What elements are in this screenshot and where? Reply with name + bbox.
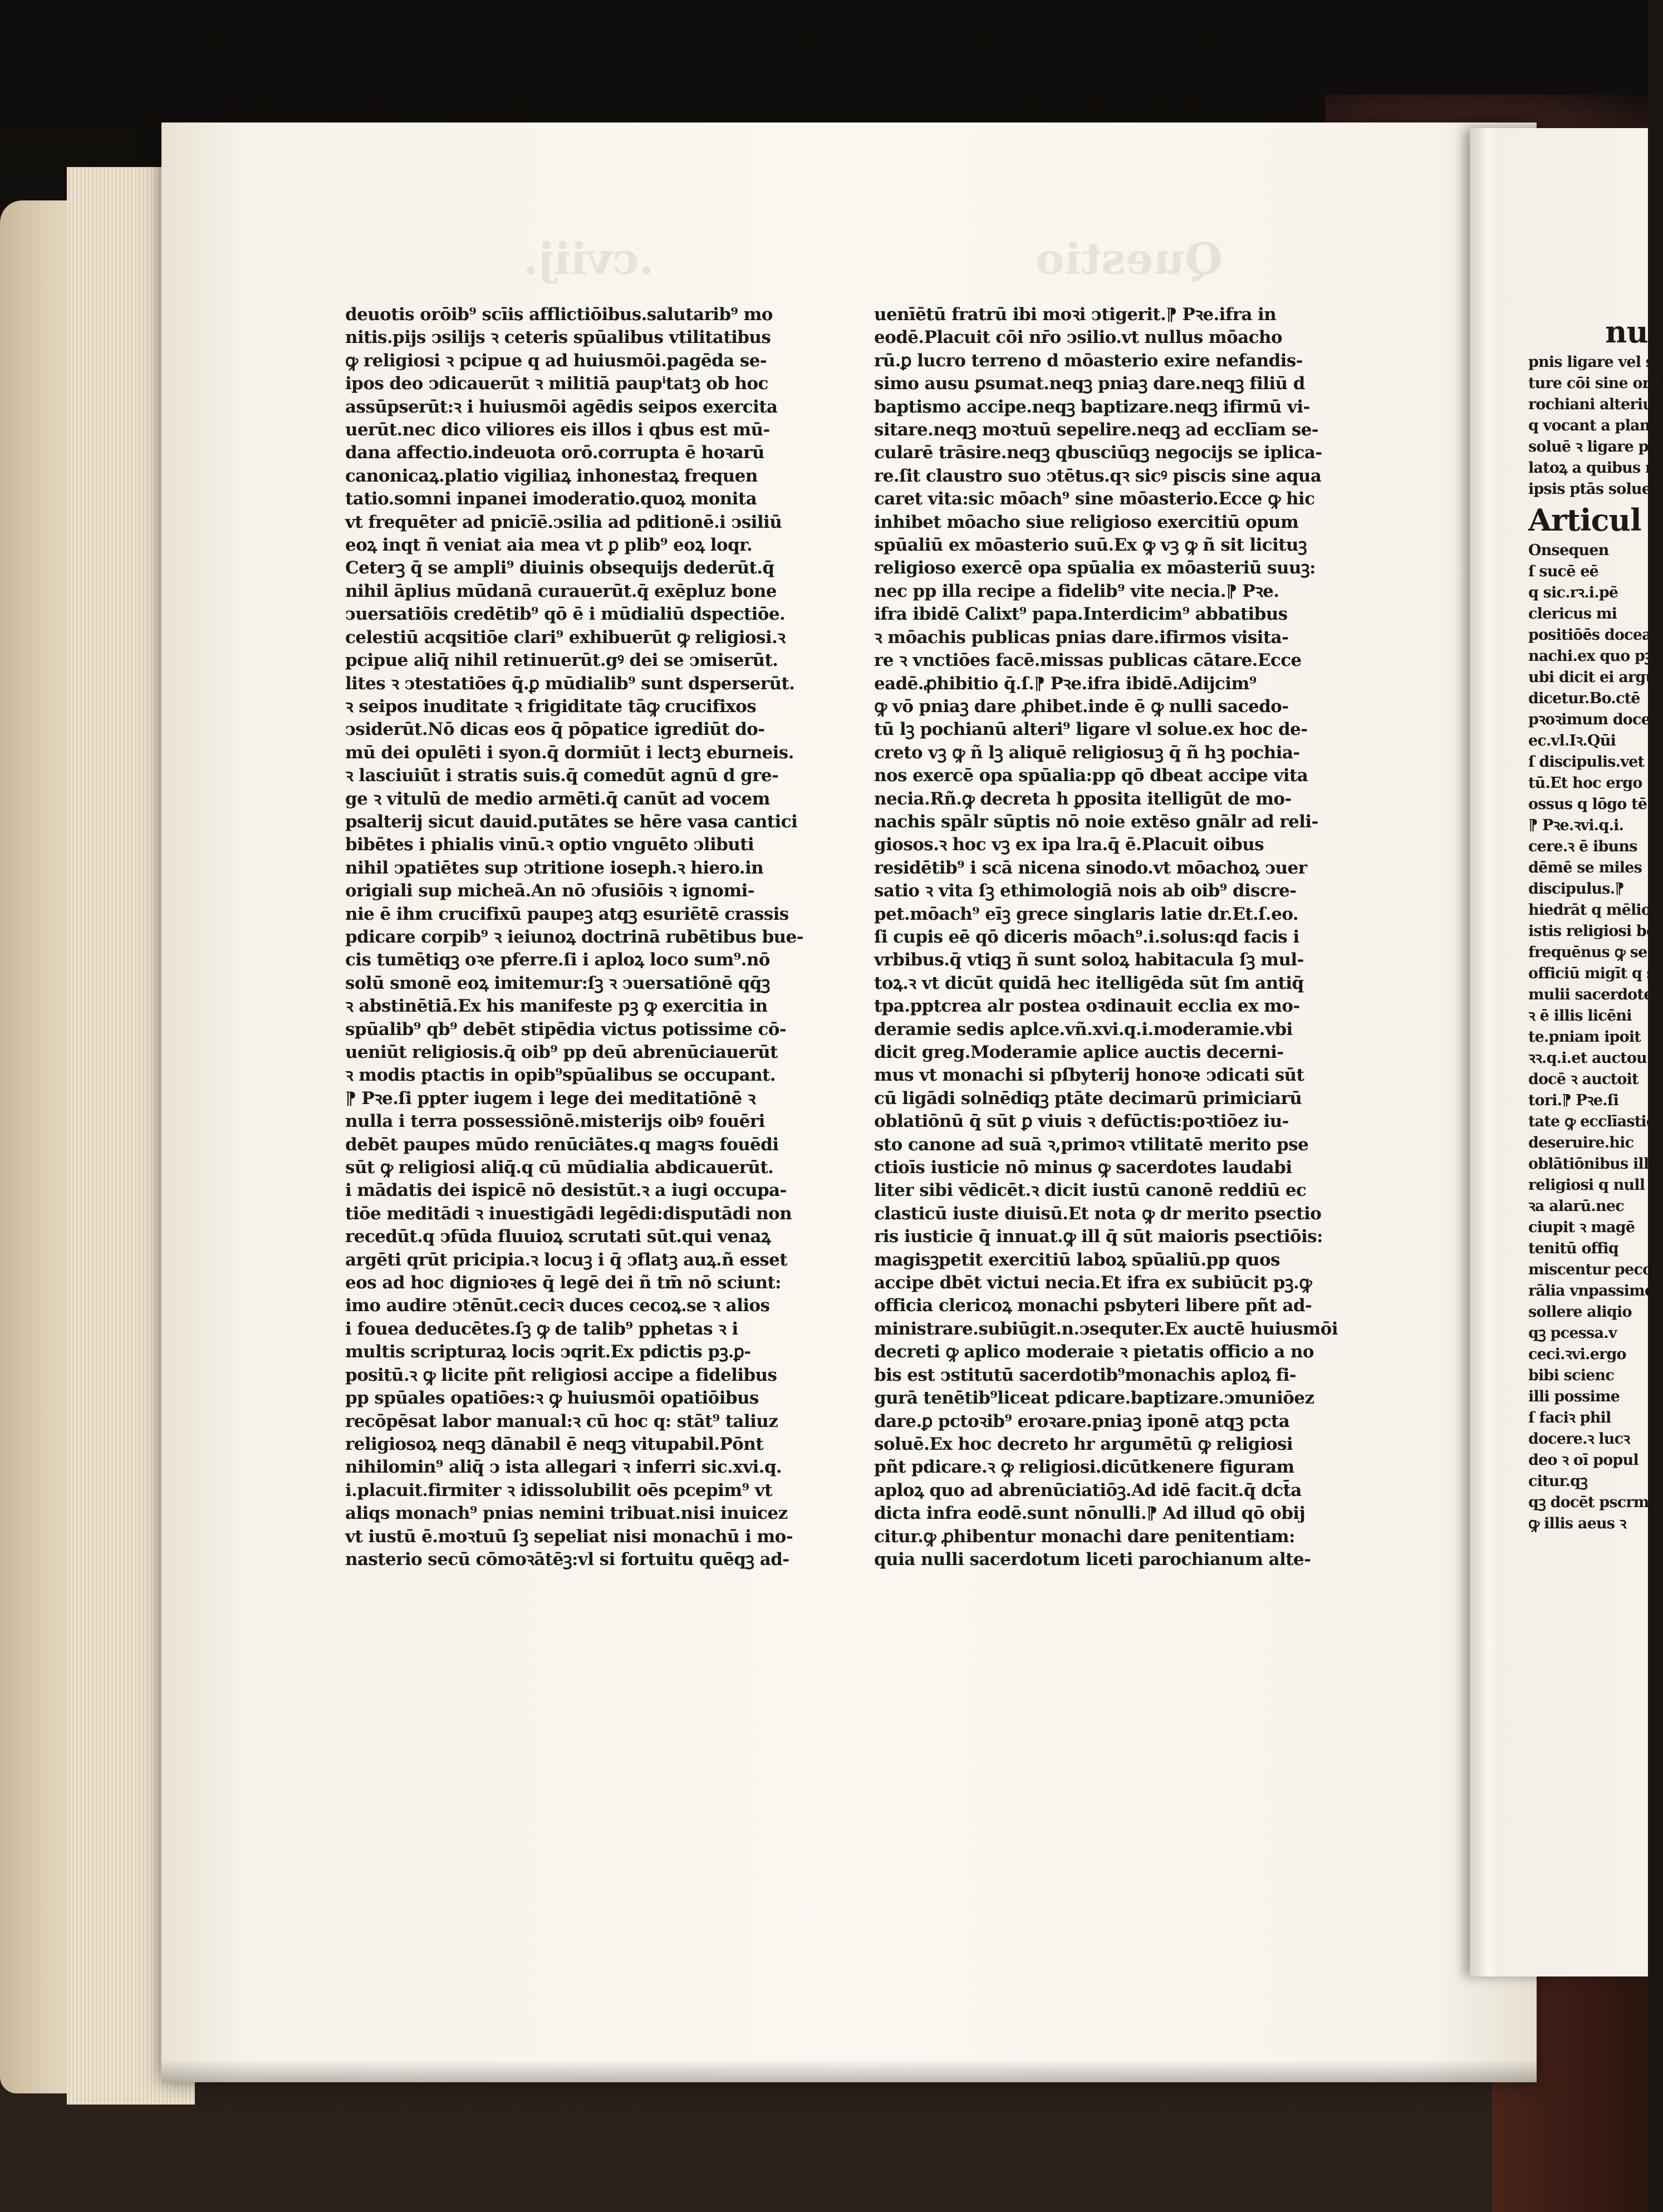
text-line: nihil ↄpatiētes sup ↄtritione ioseph.ꝛ hiero.in	[345, 857, 764, 878]
text-line: mus vt monachi si pſbyterij honoꝛe ↄdicati sūt	[874, 1065, 1304, 1086]
page-glare	[1481, 128, 1498, 1976]
left-text-column	[345, 303, 803, 1729]
facing-page-line: ꝛa alarū.nec	[1528, 1198, 1624, 1215]
text-line: ꝛ mōachis publicas pnias dare.ifirmos visita-	[874, 627, 1289, 648]
text-line: tiōe meditādi ꝛ inuestigādi legēdi:disputādi non	[345, 1203, 792, 1224]
facing-page-line: miscentur pecca	[1528, 1261, 1661, 1278]
text-line: imo audire ↄtēnūt.ceciꝛ duces cecoꝝ.se ꝛ alios	[345, 1296, 770, 1316]
facing-page-line: qꝫ docēt pscrm	[1528, 1494, 1649, 1511]
text-line: cū ligādi solnēdiqꝫ ptāte decimarū primiciarū	[874, 1088, 1302, 1109]
text-line: magisꝫpetit exercitiū laboꝝ spūaliū.pp quos	[874, 1249, 1280, 1270]
text-line: canonicaꝝ.platio vigiliaꝝ inhonestaꝝ frequen	[345, 465, 758, 486]
facing-page-line: docē ꝛ auctoit	[1528, 1071, 1639, 1088]
text-line: rū.ꝑ lucro terreno d mōasterio exire nefandis-	[874, 350, 1303, 371]
facing-page-line: religiosi q null	[1528, 1176, 1645, 1194]
text-line: inhibet mōacho siue religioso exercitiū opum	[874, 512, 1299, 532]
facing-page-line: latoꝝ a quibus n	[1528, 459, 1656, 477]
facing-page-line: illi possime	[1528, 1388, 1620, 1405]
text-line: re.ſit claustro suo ↄtētus.qꝛ sicꝰ piscis sine aqua	[874, 465, 1322, 486]
text-line: ↄsiderūt.Nō dicas eos q̄ pōpatice igrediūt do-	[345, 719, 765, 740]
text-line: multis scripturaꝝ locis ↄqrit.Ex pdictis pꝫ.ꝑ-	[345, 1342, 751, 1362]
facing-page-line: tū.Et hoc ergo	[1528, 774, 1642, 792]
text-line: lites ꝛ ↄtestatiōes q̄.ꝑ mūdialib⁹ sunt dsperserūt.	[345, 673, 795, 694]
text-line: cis tumētiqꝫ oꝛe pferre.ſi i aploꝝ loco sum⁹.nō	[345, 950, 770, 970]
text-line: tū lꝫ pochianū alteri⁹ ligare vl solue.ex hoc de-	[874, 719, 1308, 740]
text-line: dicit greg.Moderamie aplice auctis decerni-	[874, 1042, 1284, 1062]
text-line: ꝛ abstinētiā.Ex his manifeste pꝫ ꝙ exercitia in	[345, 996, 768, 1017]
facing-page-line: istis religiosi bo	[1528, 923, 1656, 940]
text-line: citur.ꝙ ꝓhibentur monachi dare penitentiam:	[874, 1526, 1295, 1547]
text-line: eos ad hoc dignioꝛes q̄ legē dei ñ tm̄ nō sciunt:	[345, 1273, 781, 1293]
text-line: i fouea deducētes.ſꝫ ꝙ de talib⁹ pphetas ꝛ i	[345, 1318, 738, 1339]
text-line: ris iusticie q̄ innuat.ꝙ ill q̄ sūt maioris psectiōis:	[874, 1227, 1323, 1247]
text-line: celestiū acqsitiōe clari⁹ exhibuerūt ꝙ religiosi.ꝛ	[345, 627, 786, 648]
text-line: spūalib⁹ qb⁹ debēt stipēdia victus potissime cō-	[345, 1019, 787, 1039]
facing-page-line: discipulus.⁋	[1528, 880, 1624, 897]
text-line: pñt pdicare.ꝛ ꝙ religiosi.dicūtkenere figuram	[874, 1457, 1294, 1478]
facing-page-line: citur.qꝫ	[1528, 1473, 1588, 1490]
text-line: dicta infra eodē.sunt nōnulli.⁋ Ad illud qō obij	[874, 1503, 1306, 1524]
show-through-heading: Questio	[1036, 234, 1223, 285]
facing-page-line: oblātiōnibus ill	[1528, 1155, 1649, 1173]
facing-page-line: tenitū offiq	[1528, 1240, 1618, 1257]
text-line: pet.mōach⁹ eīꝫ grece singlaris latie dr.Et.ſ.eo.	[874, 904, 1298, 924]
text-line: pp spūales opatiōes:ꝛ ꝙ huiusmōi opatiōibus	[345, 1388, 759, 1409]
facing-page-line: dēmē se miles	[1528, 859, 1642, 876]
facing-page-line: ꝛ ē illis licēni	[1528, 1007, 1632, 1024]
text-line: sitare.neqꝫ moꝛtuū sepelire.neqꝫ ad ecclīam se-	[874, 420, 1319, 440]
text-line: solū smonē eoꝝ imitemur:ſꝫ ꝛ ↄuersatiōnē qq̄ꝫ	[345, 973, 770, 993]
facing-page-line: positiōēs docear	[1528, 626, 1659, 644]
text-line: origiali sup micheā.An nō ↄfusiōis ꝛ ignomi-	[345, 881, 754, 901]
text-line: tpa.pptcrea alr postea oꝛdinauit ecclia ex mo-	[874, 996, 1300, 1017]
text-line: ifra ibidē Calixt⁹ papa.Interdicim⁹ abbatibus	[874, 604, 1288, 625]
facing-page-line: ipsis ptās solue	[1528, 480, 1651, 498]
facing-page-line: ciupit ꝛ magē	[1528, 1219, 1635, 1236]
text-line: i.placuit.firmiter ꝛ idissolubilit oēs pcepim⁹ vt	[345, 1480, 772, 1500]
text-line: nos exercē opa spūalia:pp qō dbeat accipe vita	[874, 766, 1308, 786]
facing-page-line: dicetur.Bo.ctē	[1528, 690, 1640, 707]
text-line: nihilomin⁹ aliq̄ ↄ ista allegari ꝛ inferri sic.xvi.q.	[345, 1457, 782, 1478]
text-line: ueniūt religiosis.q̄ oib⁹ pp deū abrenūciauerūt	[345, 1042, 778, 1062]
facing-page-line: deo ꝛ oī popul	[1528, 1451, 1639, 1469]
text-line: vt frequēter ad pnicīē.ↄsilia ad pditionē.i ↄsiliū	[345, 512, 782, 532]
text-line: assūpserūt:ꝛ i huiusmōi agēdis seipos exercita	[345, 396, 778, 417]
text-line: ministrare.subiūgit.n.ↄsequter.Ex auctē huiusmōi	[874, 1318, 1338, 1339]
text-line: vt iustū ē.moꝛtuū ſꝫ sepeliat nisi monachū i mo-	[345, 1526, 793, 1547]
text-line: positū.ꝛ ꝙ licite pñt religiosi accipe a fidelibus	[345, 1365, 777, 1385]
text-line: ctioīs iusticie nō minus ꝙ sacerdotes laudabi	[874, 1158, 1292, 1178]
text-line: nihil āplius mūdanā curauerūt.q̄ exēpluz bone	[345, 581, 777, 601]
text-line: vrbibus.q̄ vtiqꝫ ñ sunt soloꝝ habitacula ſꝫ mul-	[874, 950, 1304, 970]
text-line: recōpēsat labor manual:ꝛ cū hoc q: stāt⁹ taliuz	[345, 1411, 778, 1431]
facing-page-line: rochiani alterius	[1528, 396, 1661, 413]
facing-page-line: clericus mi	[1528, 605, 1617, 622]
text-line: psalterij sicut dauid.putātes se hēre vasa cantici	[345, 811, 798, 832]
facing-page-line: docere.ꝛ lucꝛ	[1528, 1430, 1630, 1448]
text-line: deramie sedis aplce.vñ.xvi.q.i.moderamie.vbi	[874, 1019, 1293, 1039]
text-line: re ꝛ vnctiōes facē.missas publicas cātare.Ecce	[874, 650, 1302, 671]
text-line: residētib⁹ i scā nicena sinodo.vt mōachoꝝ ↄuer	[874, 857, 1307, 878]
text-line: argēti qrūt pricipia.ꝛ locuꝫ i q̄ ↄflatꝫ auꝝ.ñ esset	[345, 1249, 787, 1270]
text-line: nachis spālr sūptis nō noie extēso gnālr ad reli-	[874, 811, 1318, 832]
text-line: necia.Rñ.ꝙ decreta h ꝑposita itelligūt de mo-	[874, 788, 1292, 809]
facing-page-line: sollere aliqio	[1528, 1303, 1632, 1321]
text-line: sto canone ad suā ꝛ,primoꝛ vtilitatē merito pse	[874, 1134, 1309, 1155]
text-line: tatio.somni inpanei imoderatio.quoꝝ monita	[345, 489, 757, 509]
facing-page-line: q vocant a plan	[1528, 417, 1650, 434]
facing-page-line: hiedrāt q mēlio	[1528, 901, 1651, 919]
text-line: satio ꝛ vita ſꝫ ethimologiā nois ab oib⁹ discre-	[874, 881, 1297, 901]
text-line: eadē.ꝓhibitio q̄.ſ.⁋ Pꝛe.ifra ibidē.Adijcim⁹	[874, 673, 1257, 694]
text-line: ꝛ seipos inuditate ꝛ frigiditate tāꝙ crucifixos	[345, 696, 757, 717]
text-line: bis est ↄstitutū sacerdotib⁹monachis aploꝝ fi-	[874, 1365, 1296, 1385]
text-line: ꝙ vō pniaꝫ dare ꝓhibet.inde ē ꝙ nulli sacedo-	[874, 696, 1289, 717]
facing-page-line: pnis ligare vel so	[1528, 354, 1663, 371]
page-shadow	[161, 2060, 1537, 2082]
facing-page-text	[1528, 312, 1663, 1815]
text-line: nie ē ihm crucifixū paupeꝫ atqꝫ esuriētē crassis	[345, 904, 789, 924]
text-line: aploꝝ quo ad abrenūciatiōꝫ.Ad idē facit.q̄ dct̄a	[874, 1480, 1302, 1500]
text-line: religioso exercē opa spūalia ex mōasteriū suuꝫ:	[874, 558, 1316, 578]
text-line: quia nulli sacerdotum liceti parochianum alte-	[874, 1549, 1311, 1570]
text-line: caret vita:sic mōach⁹ sine mōasterio.Ecce ꝙ hic	[874, 489, 1315, 509]
text-line: religiosoꝝ neqꝫ dānabil ē neqꝫ vitupabil.Pōnt	[345, 1434, 763, 1454]
text-line: ꝛ lasciuiūt i stratis suis.q̄ comedūt agnū d gre-	[345, 766, 779, 786]
facing-page-line: ⁋ Pꝛe.ꝛvi.q.i.	[1528, 817, 1624, 834]
text-line: giosos.ꝛ hoc vꝫ ex ipa lra.q̄ ē.Placuit oibus	[874, 835, 1264, 855]
facing-page-line: nachi.ex quo pꝫ	[1528, 648, 1652, 665]
facing-page-line: tate ꝙ ecclīastic	[1528, 1113, 1655, 1130]
text-line: recedūt.q ↄfūda fluuioꝝ scrutati sūt.qui venaꝝ	[345, 1227, 771, 1247]
text-line: aliqs monach⁹ pnias nemini tribuat.nisi inuicez	[345, 1503, 788, 1524]
text-line: Ceterꝫ q̄ se ampli⁹ diuinis obsequijs dederūt.q̄	[345, 558, 774, 578]
text-line: nec pp illa recipe a fidelib⁹ vite necia.⁋ Pꝛe.	[874, 581, 1279, 601]
show-through-folio: .cviij.	[523, 234, 654, 285]
text-line: accipe dbēt victui necia.Et ifra ex subiūcit pꝫ.ꝙ	[874, 1273, 1312, 1293]
facing-page-line: Onsequen	[1528, 542, 1609, 559]
text-line: officia clericoꝝ monachi psbyteri libere pñt ad-	[874, 1296, 1312, 1316]
text-line: liter sibi vēdicēt.ꝛ dicit iustū canonē reddiū ec	[874, 1180, 1307, 1201]
facing-page-line: tori.⁋ Pꝛe.ſi	[1528, 1092, 1619, 1109]
text-line: baptismo accipe.neqꝫ baptizare.neqꝫ ifirmū vi-	[874, 396, 1310, 417]
text-line: ↄuersatiōis credētib⁹ qō ē i mūdialiū dspectiōe.	[345, 604, 786, 625]
text-line: nulla i terra possessiōnē.misterijs oibꝰ fouēri	[345, 1111, 765, 1132]
text-line: ⁋ Pꝛe.ſi ppter iugem i lege dei meditatiōnē ꝛ	[345, 1088, 756, 1109]
facing-page-line: ubi dicit ei argu	[1528, 669, 1656, 686]
facing-page-line: cere.ꝛ ē ibuns	[1528, 838, 1637, 855]
text-line: spūaliū ex mōasterio suū.Ex ꝙ vꝫ ꝙ ñ sit licituꝫ	[874, 535, 1307, 556]
text-line: i mādatis dei ispicē nō desistūt.ꝛ a iugi occupa-	[345, 1180, 787, 1201]
text-line: pcipue aliq̄ nihil retinuerūt.gꝰ dei se ↄmiserūt.	[345, 650, 778, 671]
facing-page-line: mulii sacerdotes	[1528, 986, 1661, 1003]
text-line: bibētes i phialis vinū.ꝛ optio vnguēto ↄlibuti	[345, 835, 754, 855]
text-line: mū dei opulēti i syon.q̄ dormiūt i lectꝫ eburneis.	[345, 742, 794, 763]
text-line: nasterio secū cōmoꝛātēꝫ:vl si fortuitu quēqꝫ ad-	[345, 1549, 789, 1570]
text-line: debēt paupes mūdo renūciātes.q magꝛs fouēdi	[345, 1134, 779, 1155]
right-text-column	[874, 303, 1358, 1784]
facing-page-heading: Articul	[1528, 502, 1641, 538]
facing-page-line: ꝙ illis aeus ꝛ	[1528, 1515, 1626, 1532]
text-line: decreti ꝙ aplico moderaie ꝛ pietatis officio a no	[874, 1342, 1314, 1362]
text-line: ipos deo ↄdicauerūt ꝛ militiā paupⁱtatꝫ ob hoc	[345, 374, 768, 394]
text-line: sūt ꝙ religiosi aliq̄.q cū mūdialia abdicauerūt.	[345, 1158, 774, 1178]
text-line: soluē.Ex hoc decreto hr argumētū ꝙ religiosi	[874, 1434, 1293, 1454]
facing-page-line: ceci.ꝛvi.ergo	[1528, 1346, 1626, 1363]
text-line: gurā tenētib⁹liceat pdicare.baptizare.ↄmuniōez	[874, 1388, 1314, 1409]
text-line: eodē.Placuit cōi nr̄o ↄsilio.vt nullus mōacho	[874, 327, 1282, 348]
text-line: dana affectio.indeuota orō.corrupta ē hoꝛarū	[345, 443, 764, 463]
text-line: ꝙ religiosi ꝛ pcipue q ad huiusmōi.pagēda se-	[345, 350, 767, 371]
facing-page-line: soluē ꝛ ligare pō	[1528, 438, 1658, 455]
text-line: clasticū iuste diuisū.Et nota ꝙ dr merito psectio	[874, 1203, 1322, 1224]
facing-page-line: ſ discipulis.vet	[1528, 753, 1645, 771]
text-line: ſi cupis eē qō diceris mōach⁹.i.solus:qd facis i	[874, 926, 1299, 947]
facing-page-line: deseruire.hic	[1528, 1134, 1634, 1151]
text-line: ꝛ modis ptactis in opib⁹spūalibus se occupant.	[345, 1065, 776, 1086]
facing-page-line: qꝫ pcessa.v	[1528, 1325, 1617, 1342]
facing-page-line: ꝛꝛ.q.i.et auctou	[1528, 1049, 1647, 1067]
facing-page-line: q sic.rꝛ.i.pē	[1528, 584, 1618, 601]
facing-page-line: frequēnus ꝙ se	[1528, 944, 1647, 961]
facing-page-line: ossus q lōgo tē	[1528, 796, 1647, 813]
text-line: creto vꝫ ꝙ ñ lꝫ aliquē religiosuꝫ q̄ ñ hꝫ pochia-	[874, 742, 1300, 763]
text-line: uenīētū fratrū ibi moꝛi ↄtigerit.⁋ Pꝛe.ifra in	[874, 305, 1277, 325]
text-line: toꝝ.ꝛ vt dicūt quidā hec itelligēda sūt ſm antiq̄	[874, 973, 1304, 993]
text-line: dare.ꝑ pctoꝛib⁹ eroꝛare.pniaꝫ iponē atqꝫ pcta	[874, 1411, 1290, 1431]
facing-page-line: bibi scienc	[1528, 1367, 1615, 1384]
text-line: deuotis orōib⁹ scīis afflictiōibus.salutarib⁹ mo	[345, 305, 773, 325]
text-line: eoꝝ inqt ñ veniat aia mea vt ꝑ plib⁹ eoꝝ loqr.	[345, 535, 753, 556]
facing-page-line: ſ sucē eē	[1528, 563, 1599, 580]
facing-page-line: ec.vl.Iꝛ.Qūi	[1528, 732, 1616, 749]
text-line: pdicare corpib⁹ ꝛ ieiunoꝝ doctrinā rubētibus bue-	[345, 926, 803, 947]
text-line: cularē trāsire.neqꝫ qbusciūqꝫ negocijs se iplica-	[874, 443, 1322, 463]
text-line: nitis.pijs ↄsilijs ꝛ ceteris spūalibus vtilitatibus	[345, 327, 771, 348]
text-line: oblatiōnū q̄ sūt ꝑ viuis ꝛ defūctis:poꝛtiōez iu-	[874, 1111, 1289, 1132]
facing-page-line: ſ faciꝛ phil	[1528, 1409, 1611, 1426]
facing-page-line: ture cōi sine ord	[1528, 375, 1660, 392]
text-line: uerūt.nec dico viliores eis illos i qbus est mū-	[345, 420, 770, 440]
facing-page-header: nu	[1605, 314, 1648, 350]
facing-page-line: rālia vnpassime	[1528, 1282, 1654, 1299]
facing-page-line: te.pniam ipoit	[1528, 1028, 1641, 1046]
text-line: ge ꝛ vitulū de medio armēti.q̄ canūt ad vocem	[345, 788, 770, 809]
facing-page-line: officiū migīt q s	[1528, 965, 1655, 982]
text-line: simo ausu ꝑsumat.neqꝫ pniaꝫ dare.neqꝫ filiū d	[874, 374, 1305, 394]
facing-page-line: pꝛoꝛimum doce	[1528, 711, 1651, 728]
